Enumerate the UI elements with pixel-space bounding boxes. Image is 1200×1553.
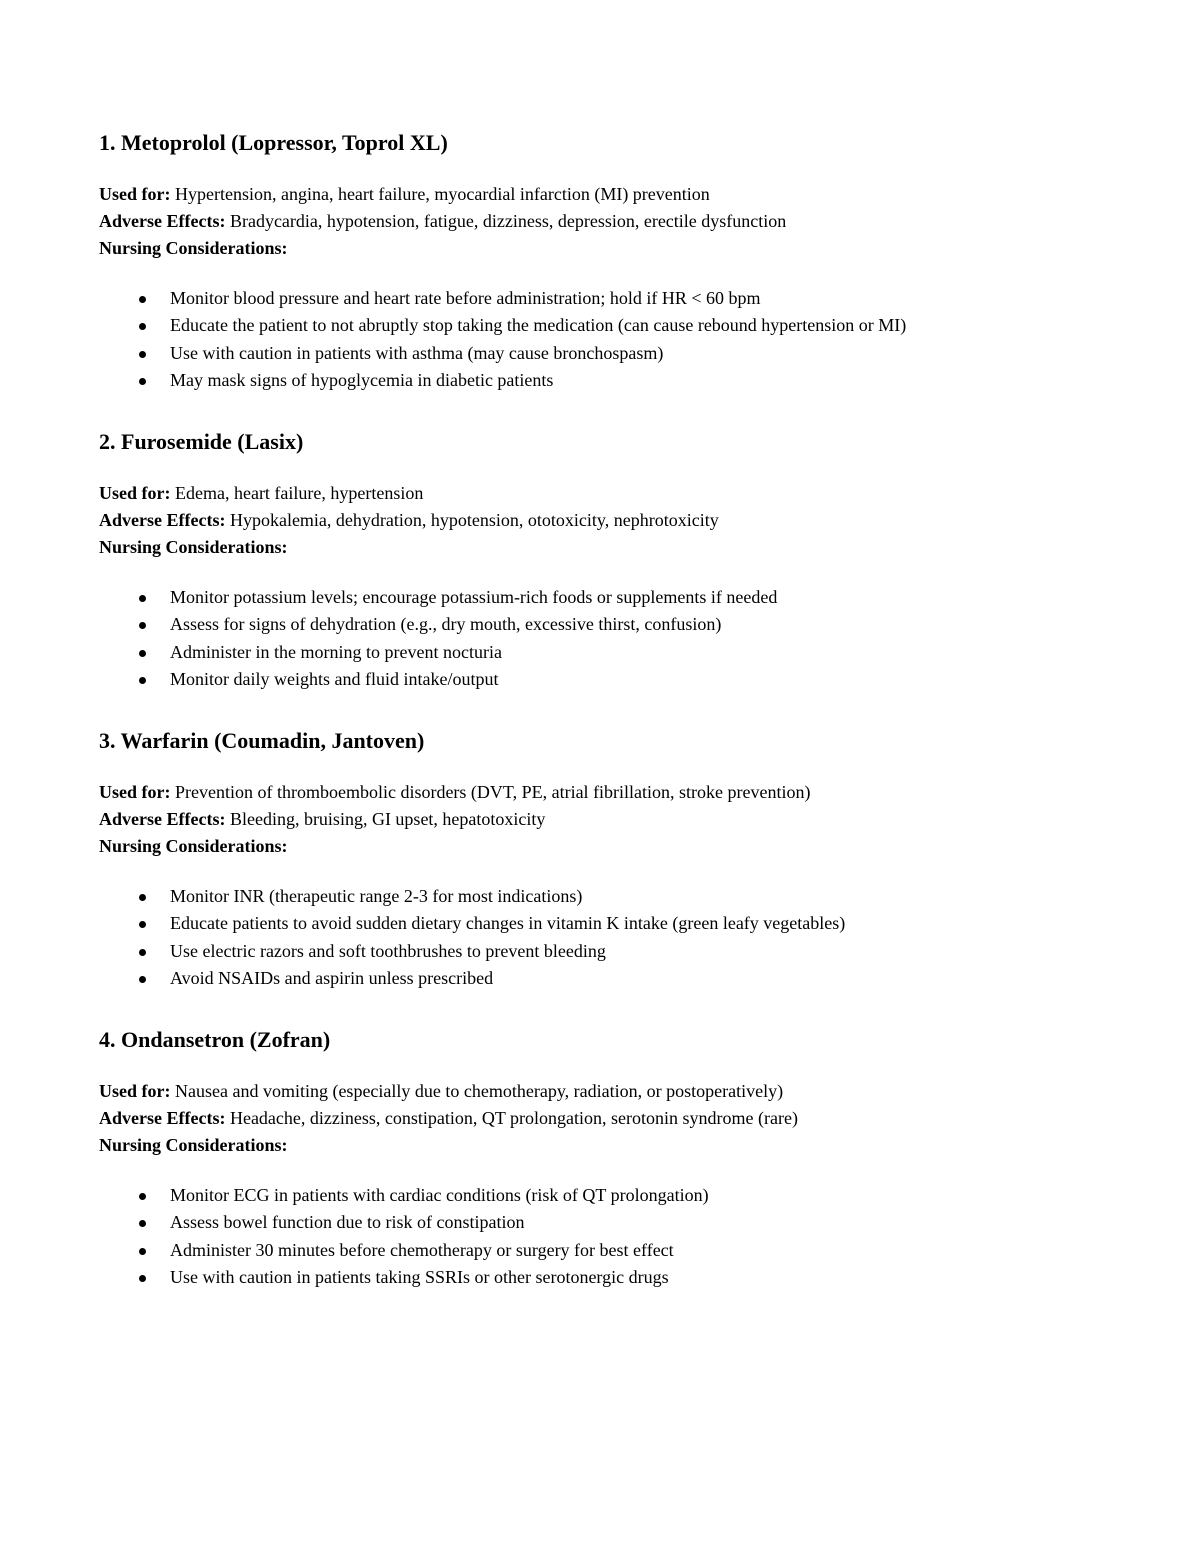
- list-item-text: Use electric razors and soft toothbrushes to prevent bleeding: [170, 940, 606, 961]
- drug-title: 4. Ondansetron (Zofran): [99, 1027, 331, 1052]
- bullet-icon: [139, 976, 146, 983]
- considerations-list: [99, 285, 1139, 394]
- adverse-effects-text: Bradycardia, hypotension, fatigue, dizziness, depression, erectile dysfunction: [229, 211, 787, 231]
- nursing-considerations-label: Nursing Considerations:: [99, 836, 288, 856]
- bullet-icon: [139, 378, 146, 385]
- used-for-line: [99, 1078, 1139, 1105]
- used-for-label: Used for:: [99, 1081, 171, 1101]
- used-for-text: Edema, heart failure, hypertension: [174, 483, 424, 503]
- used-for-line: [99, 779, 1139, 806]
- bullet-icon: [139, 1193, 146, 1200]
- list-item-text: Monitor potassium levels; encourage potassium-rich foods or supplements if needed: [170, 587, 778, 607]
- bullet-icon: [139, 622, 146, 629]
- used-for-text: Hypertension, angina, heart failure, myocardial infarction (MI) prevention: [174, 184, 710, 204]
- considerations-list: [99, 584, 1139, 693]
- list-item-text: Administer 30 minutes before chemotherapy or surgery for best effect: [170, 1239, 674, 1260]
- used-for-text: Prevention of thromboembolic disorders (DVT, PE, atrial fibrillation, stroke prevention): [174, 782, 811, 802]
- bullet-icon: [139, 650, 146, 657]
- list-item-text: Monitor blood pressure and heart rate before administration; hold if HR < 60 bpm: [170, 288, 761, 308]
- bullet-icon: [139, 677, 146, 684]
- nursing-considerations-label: Nursing Considerations:: [99, 537, 288, 557]
- drug-title: 2. Furosemide (Lasix): [99, 429, 304, 454]
- nursing-considerations-line: [99, 235, 1139, 262]
- nursing-considerations-label: Nursing Considerations:: [99, 238, 288, 258]
- bullet-icon: [139, 296, 146, 303]
- list-item-text: Use with caution in patients with asthma (may cause bronchospasm): [170, 342, 664, 363]
- used-for-line: [99, 480, 1139, 507]
- nursing-considerations-line: [99, 1132, 1139, 1159]
- list-item: [99, 285, 1139, 312]
- considerations-list: [99, 883, 1139, 992]
- drug-section-warfarin: [99, 726, 1139, 992]
- list-item-text: Administer in the morning to prevent nocturia: [170, 641, 502, 662]
- bullet-icon: [139, 323, 146, 330]
- list-item: [99, 639, 1139, 666]
- drug-section-ondansetron: [99, 1025, 1139, 1291]
- adverse-effects-text: Hypokalemia, dehydration, hypotension, ototoxicity, nephrotoxicity: [229, 510, 719, 530]
- drug-section-furosemide: [99, 427, 1139, 693]
- considerations-list: [99, 1182, 1139, 1291]
- list-item: [99, 666, 1139, 693]
- list-item-text: Assess bowel function due to risk of constipation: [170, 1212, 525, 1233]
- list-item-text: Educate the patient to not abruptly stop taking the medication (can cause rebound hypertension or MI): [170, 315, 907, 336]
- used-for-line: [99, 181, 1139, 208]
- bullet-icon: [139, 595, 146, 602]
- list-item: [99, 1237, 1139, 1264]
- list-item: [99, 367, 1139, 394]
- adverse-effects-text: Headache, dizziness, constipation, QT prolongation, serotonin syndrome (rare): [229, 1108, 798, 1128]
- list-item: [99, 1264, 1139, 1291]
- list-item-text: Avoid NSAIDs and aspirin unless prescribed: [170, 967, 494, 988]
- adverse-effects-line: [99, 806, 1139, 833]
- nursing-considerations-line: [99, 833, 1139, 860]
- list-item: [99, 611, 1139, 638]
- used-for-text: Nausea and vomiting (especially due to chemotherapy, radiation, or postoperatively): [174, 1081, 784, 1101]
- adverse-effects-line: [99, 208, 1139, 235]
- bullet-icon: [139, 949, 146, 956]
- list-item-text: Monitor daily weights and fluid intake/output: [170, 668, 499, 689]
- bullet-icon: [139, 351, 146, 358]
- list-item: [99, 584, 1139, 611]
- used-for-label: Used for:: [99, 782, 171, 802]
- list-item-text: Assess for signs of dehydration (e.g., dry mouth, excessive thirst, confusion): [170, 614, 722, 635]
- bullet-icon: [139, 1220, 146, 1227]
- list-item: [99, 938, 1139, 965]
- adverse-effects-label: Adverse Effects:: [99, 211, 226, 231]
- adverse-effects-label: Adverse Effects:: [99, 510, 226, 530]
- adverse-effects-text: Bleeding, bruising, GI upset, hepatotoxicity: [229, 809, 546, 829]
- nursing-considerations-label: Nursing Considerations:: [99, 1135, 288, 1155]
- adverse-effects-label: Adverse Effects:: [99, 1108, 226, 1128]
- adverse-effects-line: [99, 1105, 1139, 1132]
- drug-section-metoprolol: [99, 128, 1139, 394]
- bullet-icon: [139, 921, 146, 928]
- bullet-icon: [139, 1248, 146, 1255]
- list-item: [99, 340, 1139, 367]
- drug-title: 3. Warfarin (Coumadin, Jantoven): [99, 728, 425, 753]
- list-item-text: May mask signs of hypoglycemia in diabetic patients: [170, 369, 554, 390]
- list-item: [99, 312, 1139, 339]
- list-item: [99, 1182, 1139, 1209]
- list-item: [99, 1209, 1139, 1236]
- list-item: [99, 883, 1139, 910]
- list-item-text: Use with caution in patients taking SSRIs or other serotonergic drugs: [170, 1266, 669, 1287]
- list-item-text: Monitor INR (therapeutic range 2-3 for most indications): [170, 886, 583, 906]
- used-for-label: Used for:: [99, 483, 171, 503]
- adverse-effects-line: [99, 507, 1139, 534]
- list-item: [99, 910, 1139, 937]
- adverse-effects-label: Adverse Effects:: [99, 809, 226, 829]
- drug-title: 1. Metoprolol (Lopressor, Toprol XL): [99, 130, 448, 155]
- list-item-text: Educate patients to avoid sudden dietary changes in vitamin K intake (green leafy vegetables): [170, 913, 846, 934]
- bullet-icon: [139, 1275, 146, 1282]
- list-item: [99, 965, 1139, 992]
- nursing-considerations-line: [99, 534, 1139, 561]
- bullet-icon: [139, 894, 146, 901]
- list-item-text: Monitor ECG in patients with cardiac conditions (risk of QT prolongation): [170, 1185, 709, 1205]
- used-for-label: Used for:: [99, 184, 171, 204]
